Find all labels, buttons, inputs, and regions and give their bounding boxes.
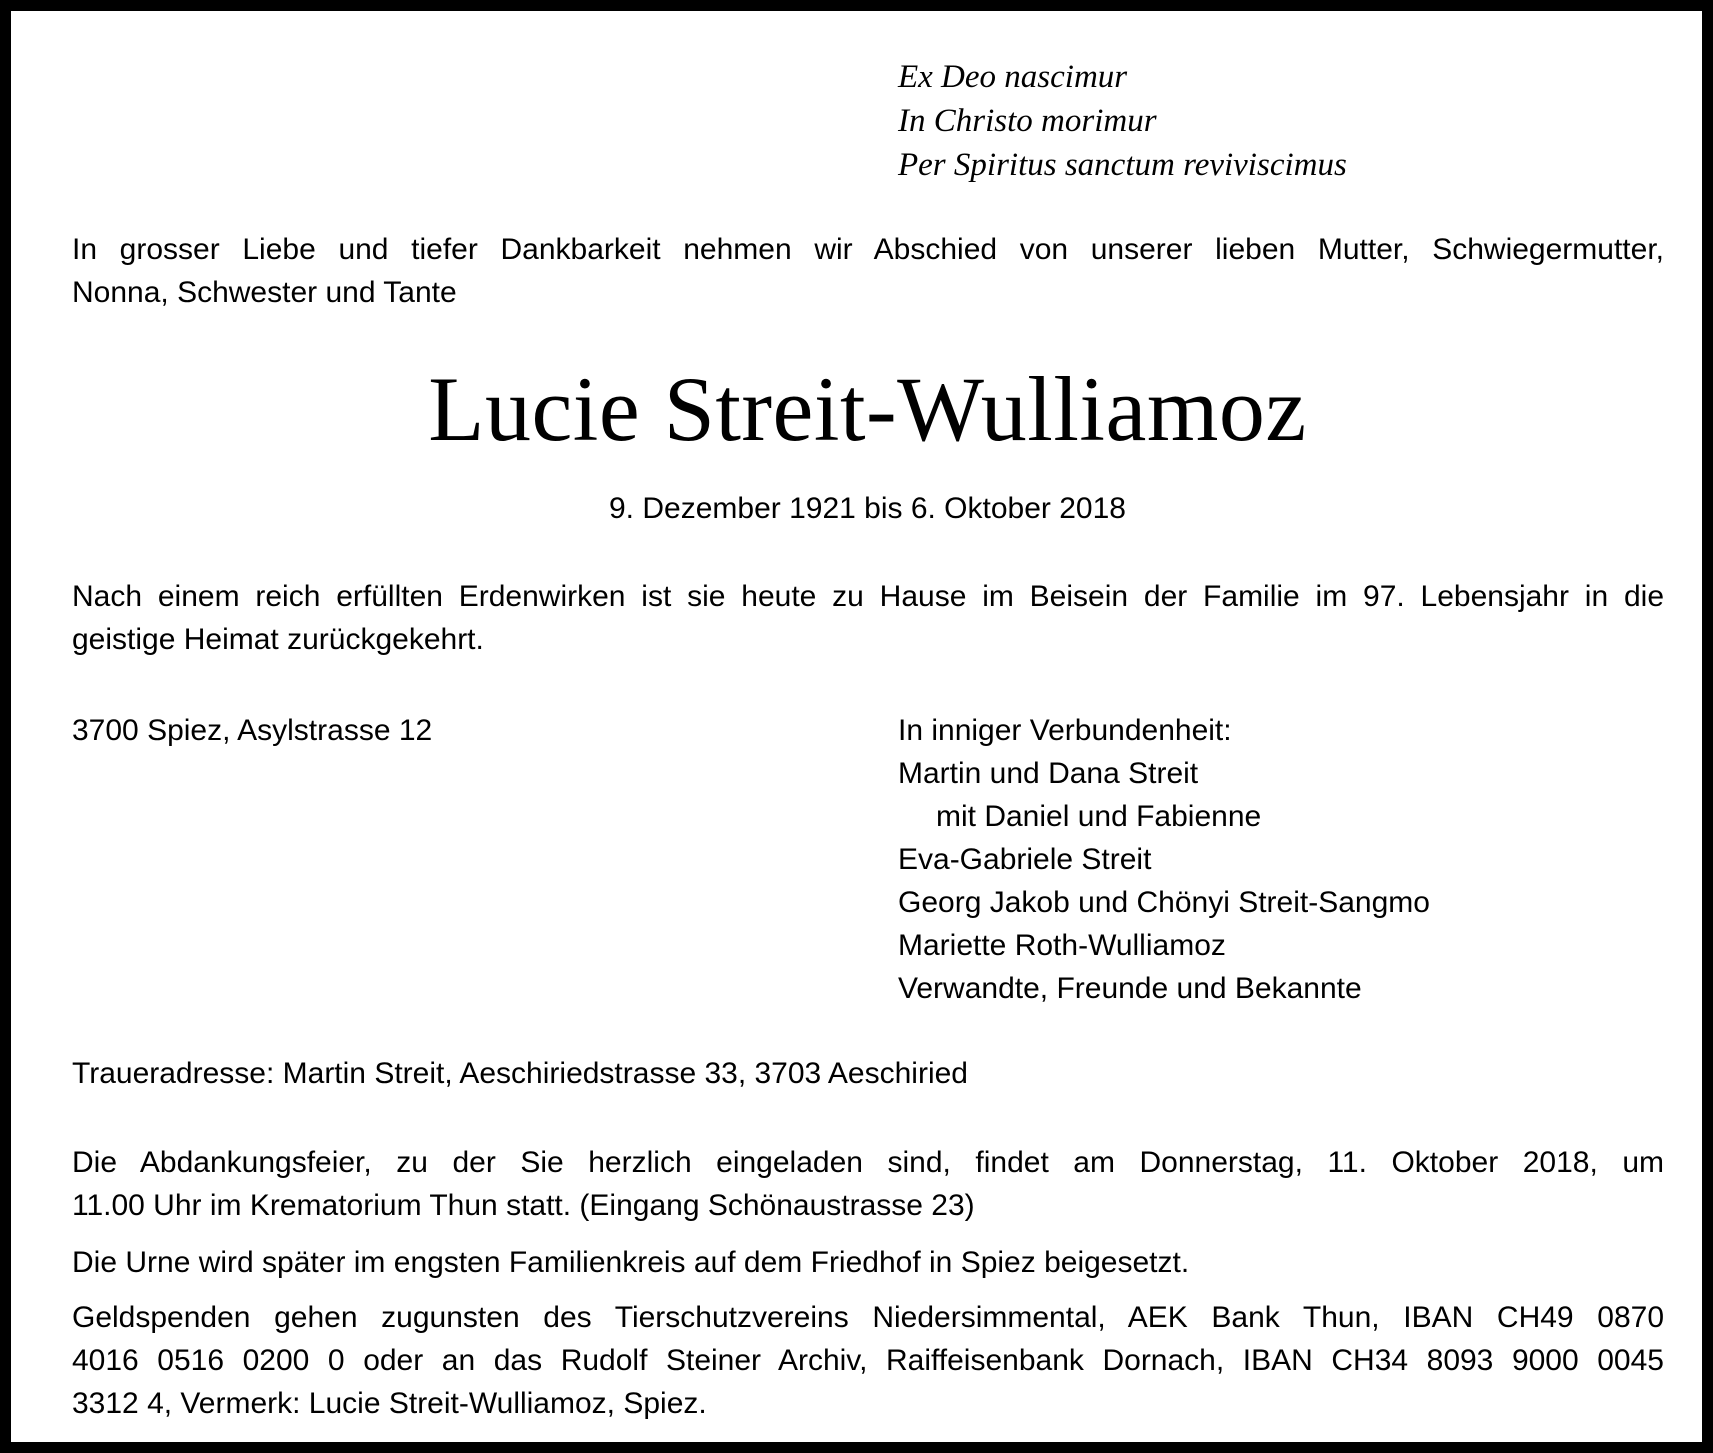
home-address: 3700 Spiez, Asylstrasse 12 (72, 714, 433, 747)
motto-line: Per Spiritus sanctum reviviscimus (898, 147, 1347, 183)
latin-motto (898, 55, 1347, 187)
passing-line: geistige Heimat zurückgekehrt. (72, 623, 484, 656)
donation-paragraph (72, 1296, 1664, 1425)
mourner-line: In inniger Verbundenheit: (898, 714, 1232, 747)
passing-line: Nach einem reich erfüllten Erdenwirken ist sie heute zu Hause im Beisein der Familie im 97. Lebensjahr in die (72, 580, 1664, 613)
motto-line: In Christo morimur (898, 103, 1157, 139)
donation-line: 3312 4, Vermerk: Lucie Streit-Wulliamoz, Spiez. (72, 1387, 707, 1420)
intro-line: In grosser Liebe und tiefer Dankbarkeit nehmen wir Abschied von unserer lieben Mutter, Schwiegermutter, (72, 233, 1664, 266)
mourner-line: mit Daniel und Fabienne (936, 800, 1262, 833)
passing-paragraph (72, 575, 1664, 661)
mourner-line: Mariette Roth-Wulliamoz (898, 929, 1226, 962)
mourner-line: Eva-Gabriele Streit (898, 843, 1152, 876)
intro-paragraph (72, 228, 1664, 314)
life-dates: 9. Dezember 1921 bis 6. Oktober 2018 (609, 492, 1126, 525)
donation-line: Geldspenden gehen zugunsten des Tierschutzvereins Niedersimmental, AEK Bank Thun, IBAN CH49 0870 (72, 1301, 1664, 1334)
mourner-line: Verwandte, Freunde und Bekannte (898, 972, 1362, 1005)
ceremony-line: Die Abdankungsfeier, zu der Sie herzlich eingeladen sind, findet am Donnerstag, 11. Oktober 2018, um (72, 1146, 1664, 1179)
deceased-name: Lucie Streit-Wulliamoz (428, 358, 1307, 460)
mourner-line: Martin und Dana Streit (898, 757, 1199, 790)
mourner-line: Georg Jakob und Chönyi Streit-Sangmo (898, 886, 1430, 919)
ceremony-paragraph (72, 1141, 1664, 1227)
ceremony-line: 11.00 Uhr im Krematorium Thun statt. (Eingang Schönaustrasse 23) (72, 1189, 975, 1222)
mourning-address: Traueradresse: Martin Streit, Aeschiriedstrasse 33, 3703 Aeschiried (72, 1057, 968, 1090)
motto-line: Ex Deo nascimur (898, 59, 1128, 95)
donation-line: 4016 0516 0200 0 oder an das Rudolf Steiner Archiv, Raiffeisenbank Dornach, IBAN CH34 8093 9000 0045 (72, 1344, 1664, 1377)
urn-paragraph: Die Urne wird später im engsten Familienkreis auf dem Friedhof in Spiez beigesetzt. (72, 1246, 1190, 1279)
mourners-list (898, 709, 1430, 1010)
intro-line: Nonna, Schwester und Tante (72, 276, 457, 309)
